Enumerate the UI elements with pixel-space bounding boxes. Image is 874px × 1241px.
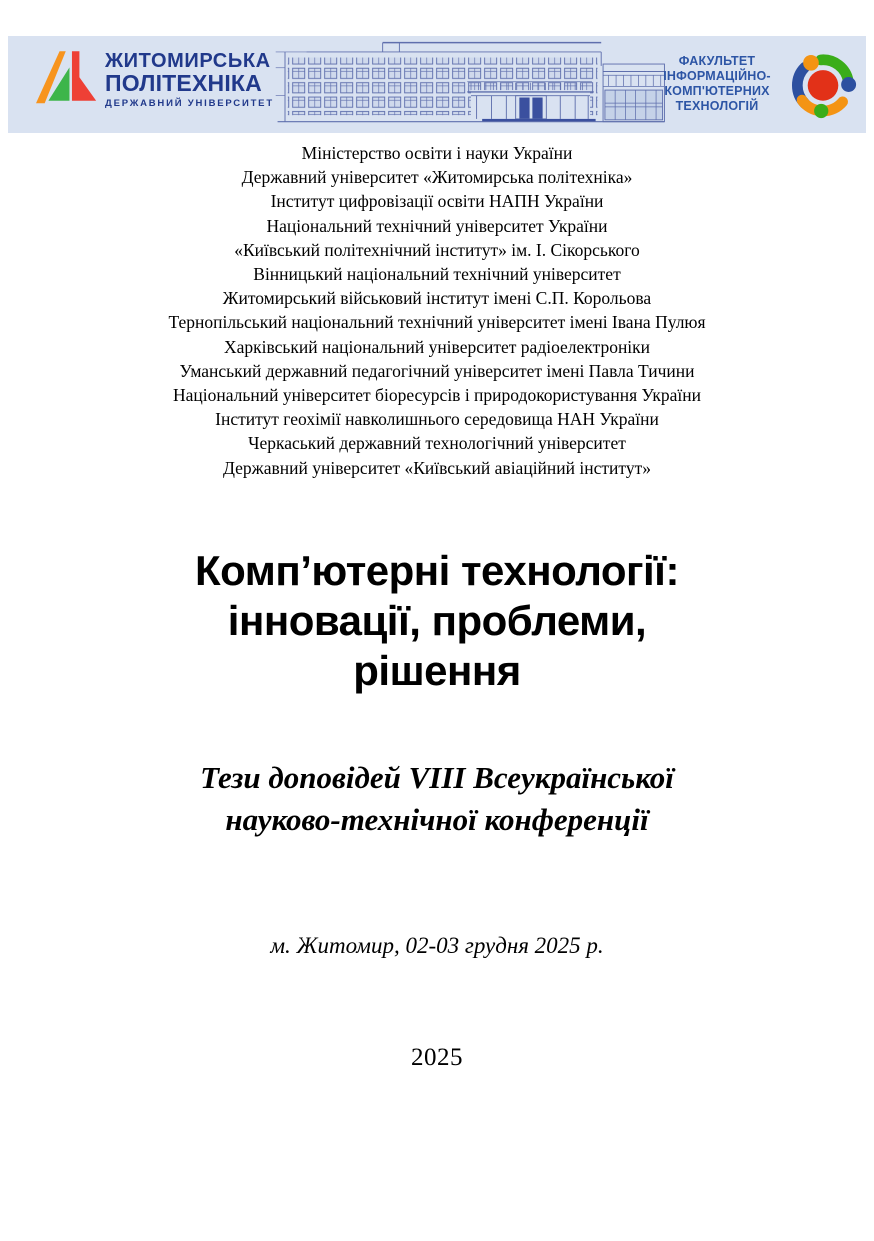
faculty-logo-text xyxy=(652,54,782,114)
faculty-name-line: ІНФОРМАЦІЙНО- xyxy=(663,69,771,83)
organizer-line: Інститут геохімії навколишнього середовища НАН України xyxy=(215,409,659,430)
organizer-line: Національний університет біоресурсів і природокористування України xyxy=(172,385,702,406)
faculty-name-line: КОМП'ЮТЕРНИХ xyxy=(664,84,770,98)
university-logo-text xyxy=(105,43,274,109)
organizer-line: Тернопільський національний технічний університет імені Івана Пулюя xyxy=(168,312,706,333)
university-logo-mark-icon xyxy=(36,47,98,105)
organizer-line: Черкаський державний технологічний університет xyxy=(248,433,626,454)
conference-title-line: інновації, проблеми, xyxy=(227,597,647,644)
organizer-line: Інститут цифровізації освіти НАПН України xyxy=(270,191,604,212)
organizer-line: Міністерство освіти і науки України xyxy=(301,143,573,163)
faculty-emblem-icon xyxy=(786,47,860,121)
university-name-line1: ЖИТОМИРСЬКА xyxy=(105,50,271,72)
university-name-line2: ПОЛІТЕХНІКА xyxy=(105,70,262,96)
conference-title xyxy=(0,546,874,696)
conference-title-line: Комп’ютерні технології: xyxy=(195,547,679,594)
organizers-list xyxy=(0,141,874,480)
event-location-date: м. Житомир, 02-03 грудня 2025 р. xyxy=(270,933,604,958)
conference-title-line: рішення xyxy=(353,647,521,694)
conference-subtitle-line: Тези доповідей VIII Всеукраїнської xyxy=(200,760,674,795)
organizer-line: Вінницький національний технічний університет xyxy=(253,264,621,285)
organizer-line: Харківський національний університет радіоелектроніки xyxy=(223,336,651,357)
organizer-line: Уманський державний педагогічний університет імені Павла Тичини xyxy=(179,360,695,381)
organizer-line: Державний університет «Київський авіаційний інститут» xyxy=(223,457,651,478)
publication-year: 2025 xyxy=(411,1044,463,1071)
header-band xyxy=(8,36,866,133)
conference-subtitle-line: науково-технічної конференції xyxy=(225,802,649,837)
conference-subtitle xyxy=(0,757,874,841)
university-logo xyxy=(36,43,274,109)
organizer-line: Національний технічний університет України xyxy=(266,215,608,236)
faculty-name-line: ФАКУЛЬТЕТ xyxy=(678,54,756,68)
organizer-line: «Київський політехнічний інститут» ім. І. Сікорського xyxy=(234,239,640,260)
university-type-label: ДЕРЖАВНИЙ УНІВЕРСИТЕТ xyxy=(105,98,274,109)
faculty-name-line: ТЕХНОЛОГІЙ xyxy=(675,99,759,113)
organizer-line: Державний університет «Житомирська політехніка» xyxy=(241,167,633,188)
building-illustration xyxy=(262,38,680,131)
organizer-line: Житомирський військовий інститут імені С.П. Корольова xyxy=(222,288,652,309)
